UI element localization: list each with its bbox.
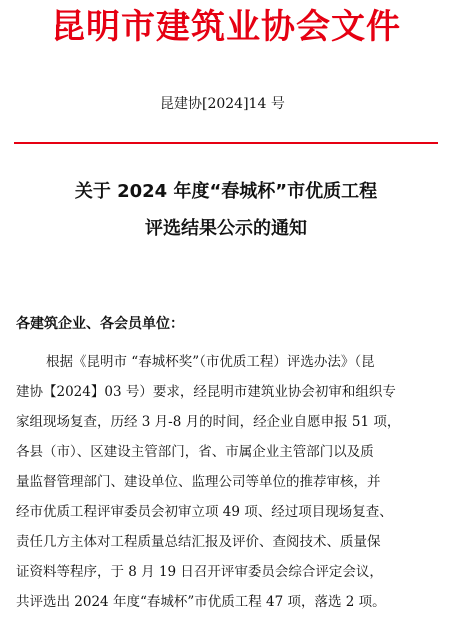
body-line: 各县（市）、区建设主管部门，省、市属企业主管部门以及质 xyxy=(16,444,374,460)
body-line: 经市优质工程评审委员会初审立项 49 项、经过项目现场复查、 xyxy=(16,504,393,520)
body-line: 建协【2024】03 号）要求，经昆明市建筑业协会初审和组织专 xyxy=(16,384,396,400)
document-number: 昆建协[2024]14 号 xyxy=(160,96,285,112)
document-header-title: 昆明市建筑业协会文件 xyxy=(51,7,401,47)
red-divider-line xyxy=(14,142,438,144)
body-line: 量监督管理部门、建设单位、监理公司等单位的推荐审核，并 xyxy=(16,474,381,490)
body-line: 共评选出 2024 年度“春城杯”市优质工程 47 项，落选 2 项。 xyxy=(16,594,386,610)
body-line: 责任几方主体对工程质量总结汇报及评价、查阅技术、质量保 xyxy=(16,534,381,550)
body-line: 证资料等程序，于 8 月 19 日召开评审委员会综合评定会议， xyxy=(16,564,383,580)
addressee: 各建筑企业、各会员单位： xyxy=(16,316,184,332)
notice-title-line-1: 关于 2024 年度“春城杯”市优质工程 xyxy=(74,181,378,202)
notice-title-line-2: 评选结果公示的通知 xyxy=(145,218,307,239)
body-line: 根据《昆明市 “春城杯奖”（市优质工程）评选办法》（昆 xyxy=(46,354,375,370)
body-line: 家组现场复查，历经 3 月-8 月的时间，经企业自愿申报 51 项， xyxy=(16,414,401,430)
